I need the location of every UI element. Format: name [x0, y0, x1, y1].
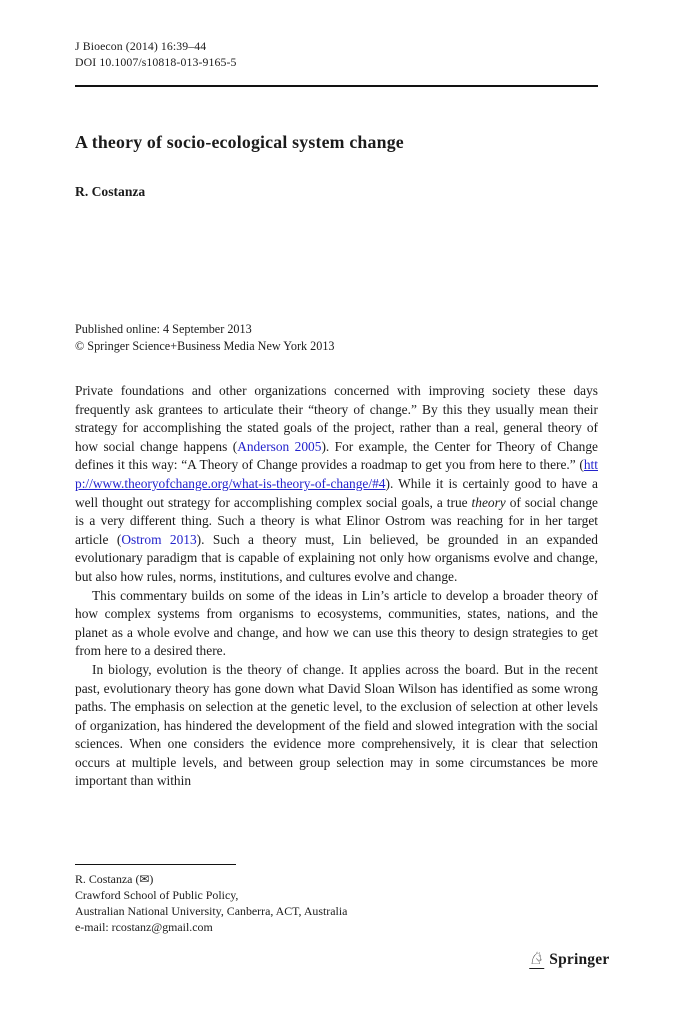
author-footnote	[75, 872, 347, 936]
paragraph-text: Private foundations and other organizations concerned with improving society these days frequently ask grantees to articulate their “theory of change.” By this they usually mean their strategy for accomplishing the stated goals of the project, rather than a real, general theory of how social change happens (	[75, 383, 598, 454]
article-body	[75, 382, 598, 791]
published-online-line: Published online: 4 September 2013	[75, 322, 252, 336]
copyright-line: © Springer Science+Business Media New York 2013	[75, 339, 335, 353]
footnote-email-line[interactable]: e-mail: rcostanz@gmail.com	[75, 919, 213, 934]
footnote-author-line	[75, 872, 347, 888]
paragraph-text: ). While it is certainly good to have a well thought out strategy for accomplishing complex social goals, a true	[75, 475, 598, 510]
body-paragraph	[75, 661, 598, 791]
author-name: R. Costanza	[75, 184, 146, 199]
springer-knight-icon: ♘	[529, 949, 545, 969]
springer-logo	[529, 951, 609, 969]
journal-citation: J Bioecon (2014) 16:39–44	[75, 39, 207, 53]
paragraph-text: ). Such a theory must, Lin believed, be grounded in an expanded evolutionary paradigm that is capable of explaining not only how organisms evolve and change, but also how rules, norms, institutions, and cultures evolve and change.	[75, 531, 598, 584]
paragraph-text: This commentary builds on some of the ideas in Lin’s article to develop a broader theory of how complex systems from organisms to ecosystems, communities, states, nations, and the planet as a whole evolve and change, and how we can use this theory to design strategies to get from here to a desired there.	[75, 587, 598, 659]
footnote-author-name: R. Costanza	[75, 872, 133, 886]
publication-info	[75, 321, 335, 355]
paragraph-text: of social change is a very different thing. Such a theory is what Elinor Ostrom was reaching for in her target article (	[75, 494, 598, 547]
citation-link[interactable]: Anderson 2005	[237, 438, 322, 454]
paragraph-text: ). For example, the Center for Theory of Change defines it this way: “A Theory of Change provides a roadmap to get you from here to there.” (	[75, 438, 598, 473]
footnote-university-line: Australian National University, Canberra, ACT, Australia	[75, 903, 348, 918]
body-paragraph	[75, 382, 598, 587]
doi-line: DOI 10.1007/s10818-013-9165-5	[75, 55, 237, 69]
emphasis-text: theory	[471, 494, 506, 510]
journal-header	[75, 38, 237, 70]
springer-wordmark: Springer	[549, 951, 610, 968]
envelope-icon: (✉)	[135, 872, 154, 886]
header-divider	[75, 85, 598, 87]
citation-link[interactable]: Ostrom 2013	[121, 531, 197, 547]
body-paragraph	[75, 587, 598, 661]
page-title: A theory of socio-ecological system change	[75, 132, 404, 152]
url-link[interactable]: http://www.theoryofchange.org/what-is-theory-of-change/#4	[75, 457, 598, 491]
footnote-affiliation-line: Crawford School of Public Policy,	[75, 887, 239, 902]
paragraph-text: In biology, evolution is the theory of change. It applies across the board. But in the recent past, evolutionary theory has gone down what David Sloan Wilson has identified as some wrong paths. The emphasis on selection at the genetic level, to the exclusion of selection at other levels of organization, has hindered the development of the field and slowed integration with the social sciences. When one considers the evidence more comprehensively, it is clear that selection occurs at multiple levels, and between group selection may in some circumstances be more important than within	[75, 661, 598, 789]
footnote-divider	[75, 864, 236, 865]
